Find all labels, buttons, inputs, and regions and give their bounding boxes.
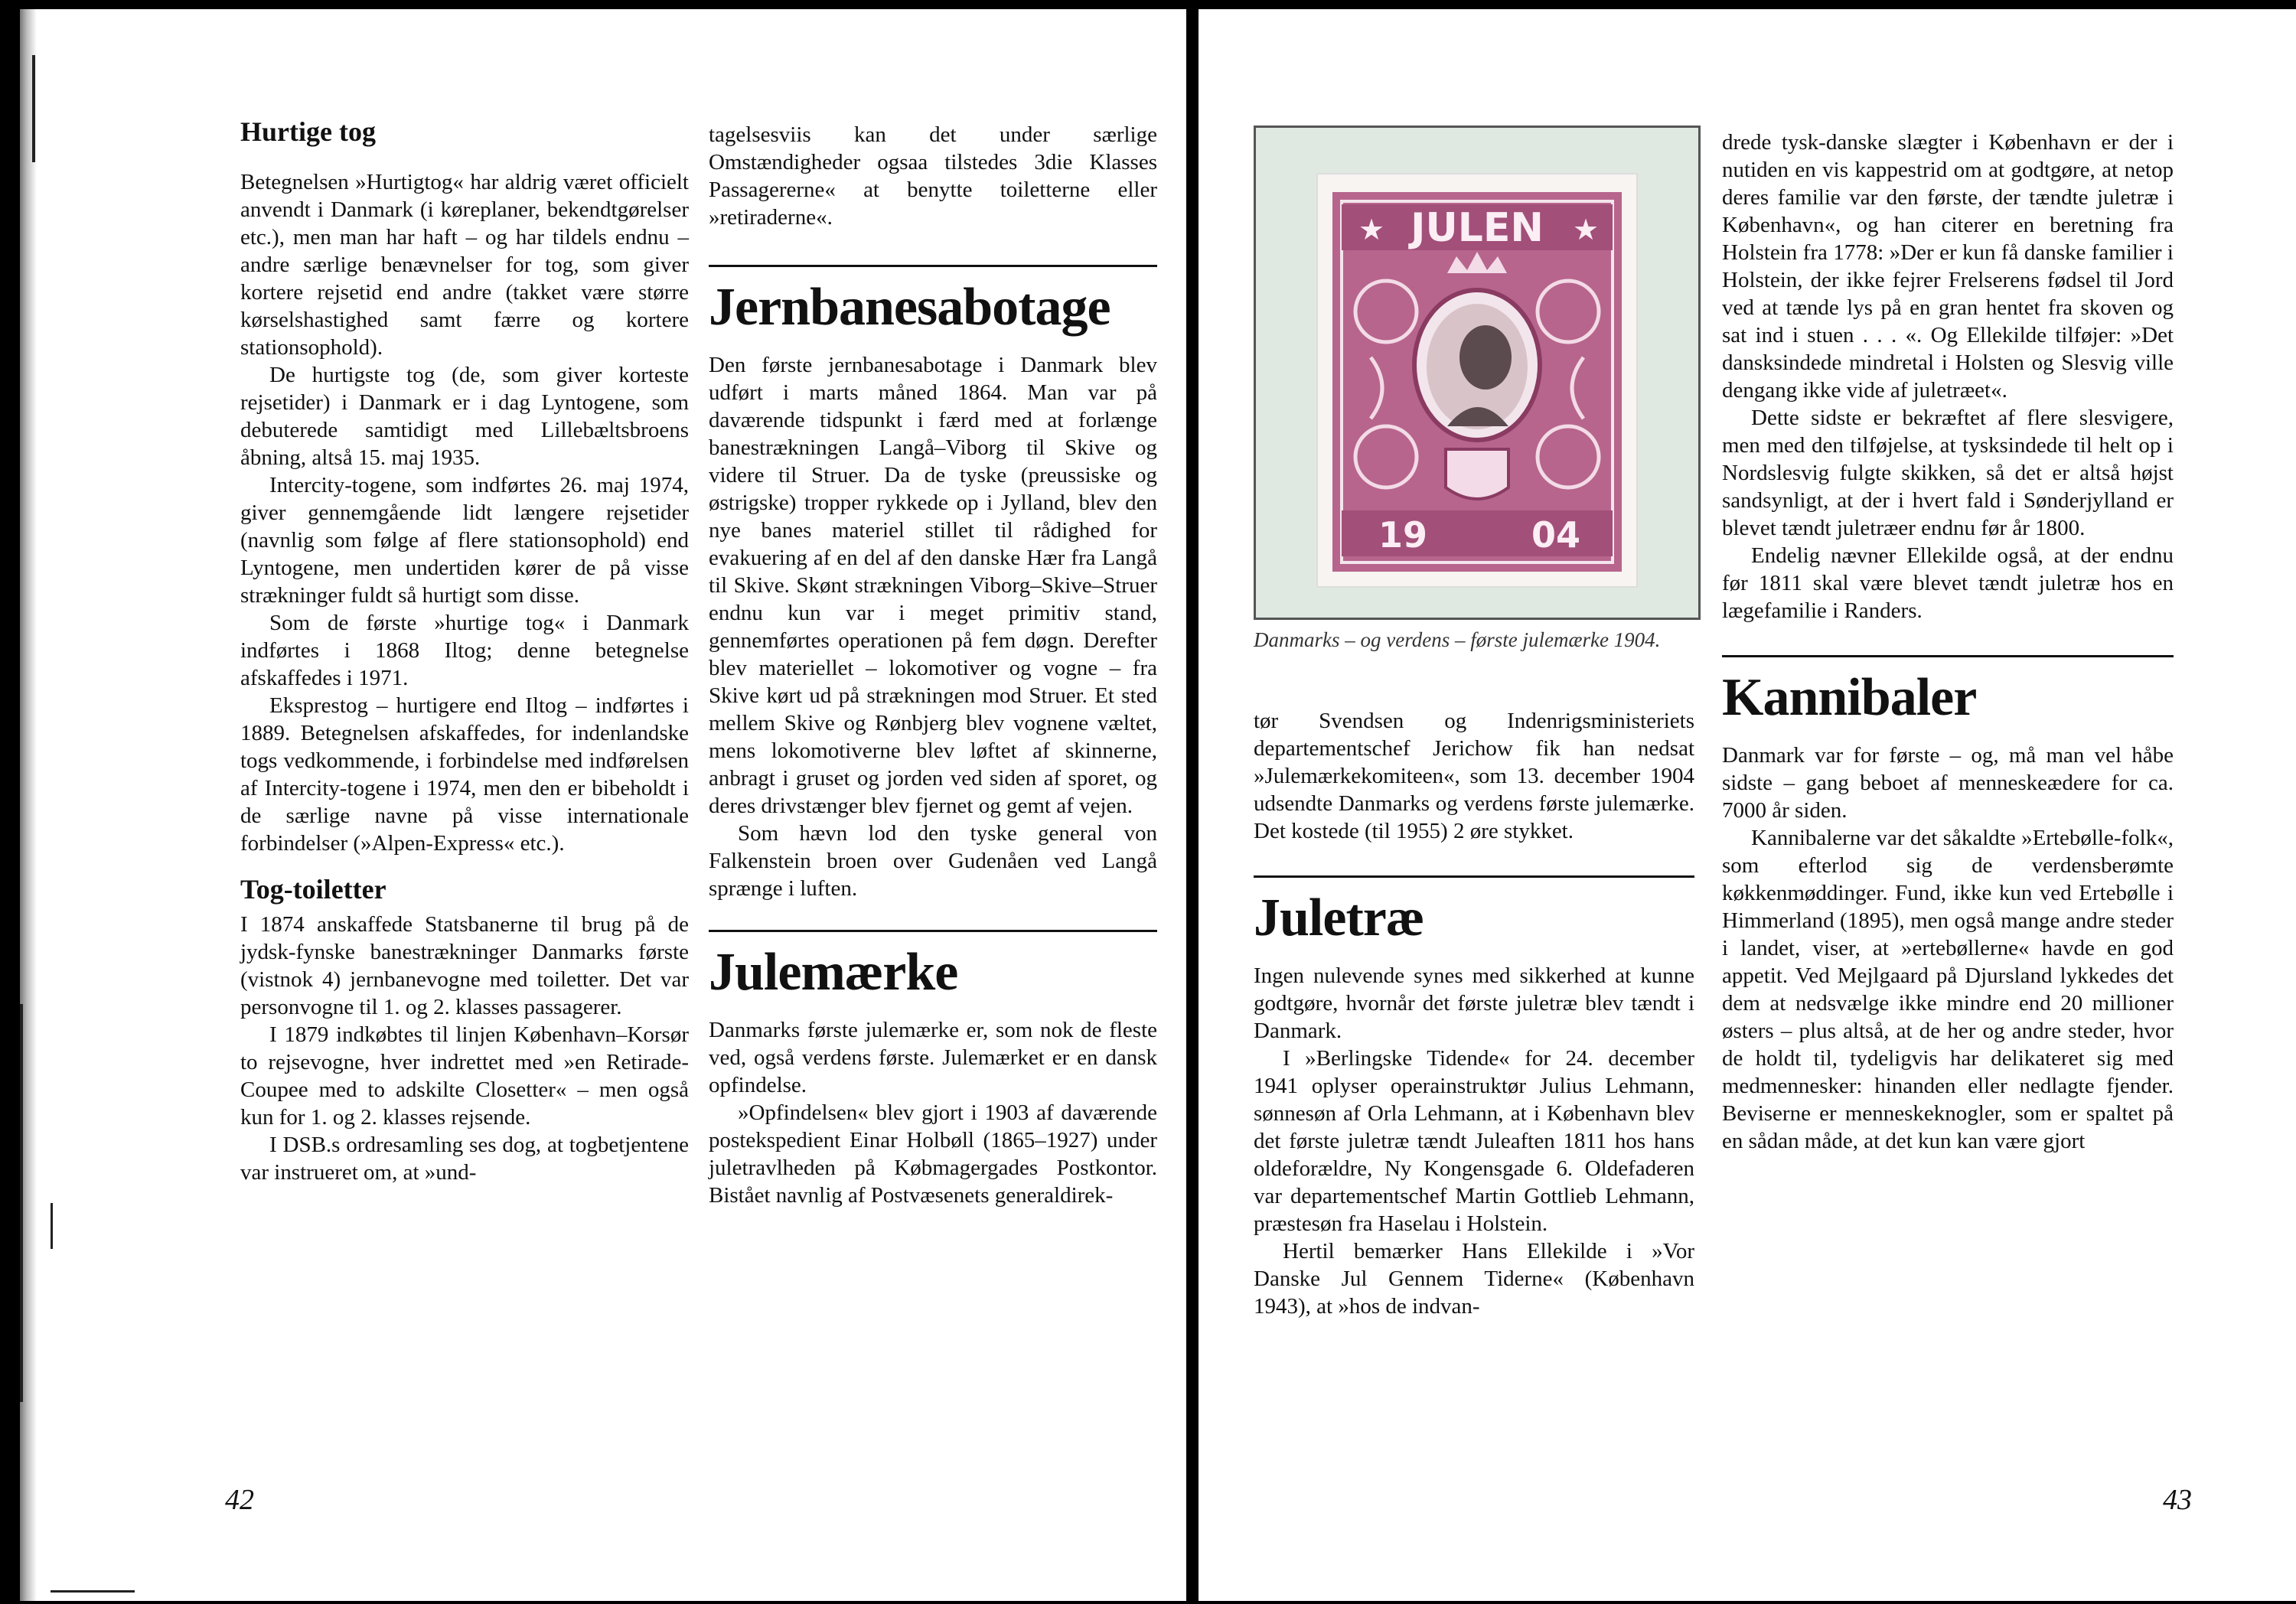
heading-kannibaler: Kannibaler bbox=[1722, 668, 1977, 727]
section-rule bbox=[1254, 875, 1694, 878]
paragraph: »Opfindelsen« blev gjort i 1903 af daværende postekspedient Einar Holbøll (1865–1927) under juletravlheden på Købmagergades Postkontor. Bistået navnlig af Postvæsenets generaldirek- bbox=[709, 1100, 1157, 1208]
paragraph: Danmark var for første – og, må man vel håbe sidste – gang beboet af menneskeædere for ca. 7000 år siden. bbox=[1722, 743, 2174, 823]
heading-jernbanesabotage: Jernbanesabotage bbox=[709, 278, 1110, 337]
paragraph: Som hævn lod den tyske general von Falkenstein broen over Gudenåen ved Langå sprænge i luften. bbox=[709, 821, 1157, 901]
page-number: 43 bbox=[2163, 1484, 2192, 1516]
right-column-2 bbox=[1722, 129, 2174, 1155]
paragraph: I 1874 anskaffede Statsbanerne til brug på de jydsk-fynske banestrækninger Danmarks første (vistnok 4) jernbanevogne med toiletter. Det var personvogne til 1. og 2. klasses passagerer. bbox=[240, 912, 689, 1019]
paragraph: Eksprestog – hurtigere end Iltog – indførtes i 1889. Betegnelsen afskaffedes, for indenlandske togs vedkommende, i forbindelse med indførelsen af Intercity-togene i 1974, men den er bibeholdt i de særlige navne på visse internationale forbindelser (»Alpen-Express« etc.). bbox=[240, 693, 689, 856]
left-column-1 bbox=[240, 115, 689, 1186]
paragraph: Som de første »hurtige tog« i Danmark indførtes i 1868 Iltog; denne betegnelse afskaffedes i 1971. bbox=[240, 611, 689, 690]
right-column-1 bbox=[1254, 707, 1694, 1320]
queen-portrait-icon bbox=[1459, 325, 1512, 390]
margin-mark bbox=[51, 1590, 135, 1593]
margin-mark bbox=[20, 1004, 23, 1402]
stamp-photo bbox=[1254, 126, 1701, 620]
heading-julemaerke: Julemærke bbox=[709, 943, 958, 1002]
paragraph: De hurtigste tog (de, som giver korteste rejsetider) i Danmark er i dag Lyntogene, som debuterede samtidigt med Lillebæltsbroens åbning, altså 15. maj 1935. bbox=[240, 363, 689, 470]
coat-of-arms-icon bbox=[1446, 449, 1508, 499]
left-column-2 bbox=[709, 121, 1157, 1209]
paragraph: I 1879 indkøbtes til linjen København–Korsør to rejsevogne, hver indrettet med »en Retirade-Coupee med to adskilte Closetter« – men også kun for 1. og 2. klasses rejsende. bbox=[240, 1022, 689, 1130]
year-right: 04 bbox=[1531, 514, 1581, 556]
heading-tog-toiletter: Tog-toiletter bbox=[240, 874, 386, 905]
section-rule bbox=[709, 265, 1157, 267]
year-left: 19 bbox=[1378, 514, 1428, 556]
star-icon: ★ bbox=[1573, 213, 1600, 246]
heading-juletrae: Juletræ bbox=[1254, 888, 1424, 947]
paragraph: Danmarks første julemærke er, som nok de fleste ved, også verdens første. Julemærket er en dansk opfindelse. bbox=[709, 1018, 1157, 1097]
star-icon: ★ bbox=[1358, 213, 1385, 246]
paragraph: Betegnelsen »Hurtigtog« har aldrig været officielt anvendt i Danmark (i køreplaner, bekendtgørelser etc.), men man har haft – og har tildels endnu – andre særlige benævnelser for tog, som giver kortere rejsetid end andre (takket være større kørselshastighed samt færre og kortere stationsophold). bbox=[240, 170, 689, 360]
paragraph: tagelsesviis kan det under særlige Omstændigheder ogsaa tilstedes 3die Klasses Passagererne« at benytte toiletterne eller »retiraderne«. bbox=[709, 122, 1157, 230]
paragraph: drede tysk-danske slægter i København er der i nutiden en vis kappestrid om at godtgøre, at netop deres familie var den første, der tændte juletræ i København«, og han citerer en beretning fra Holstein fra 1778: »Der er kun få danske familier i Holstein, der ikke fejrer Frelserens fødsel til Jord ved at tænde lys på en gran hentet fra skoven og sat ind i stuen . . . «. Og Ellekilde tilføjer: »Det dansksindede mindretal i Holsten og Slesvig ville dengang ikke vide af juletræet«. bbox=[1722, 130, 2174, 403]
heading-hurtige-tog: Hurtige tog bbox=[240, 116, 376, 147]
margin-mark bbox=[51, 1203, 53, 1249]
stamp-caption: Danmarks – og verdens – første julemærke 1904. bbox=[1254, 628, 1661, 651]
paragraph: Endelig nævner Ellekilde også, at der endnu før 1811 skal være blevet tændt juletræ hos en lægefamilie i Randers. bbox=[1722, 543, 2174, 623]
paragraph: tør Svendsen og Indenrigsministeriets departementschef Jerichow fik han nedsat »Julemærkekomiteen«, som 13. december 1904 udsendte Danmarks og verdens første julemærke. Det kostede (til 1955) 2 øre stykket. bbox=[1254, 709, 1694, 843]
left-page bbox=[20, 9, 1186, 1601]
paragraph: I »Berlingske Tidende« for 24. december 1941 oplyser operainstruktør Julius Lehmann, sønnesøn af Orla Lehmann, at i København blev det første juletræ tændt Juleaften 1811 hos hans oldeforældre, Ny Kongensgade 6. Oldefaderen var departementschef Martin Gottlieb Lehmann, præstesøn fra Haselau i Holstein. bbox=[1254, 1046, 1694, 1236]
paragraph: I DSB.s ordresamling ses dog, at togbetjentene var instrueret om, at »und- bbox=[240, 1133, 689, 1185]
section-rule bbox=[1722, 655, 2174, 657]
paragraph: Den første jernbanesabotage i Danmark blev udført i marts måned 1864. Man var på daværende tidspunkt i færd med at forlænge banestrækningen Langå–Viborg til Skive og videre til Struer. Da de tyske (preussiske og østrigske) tropper rykkede op i Jylland, blev den nye banes materiel stillet til rådighed for evakuering af en del af den danske Hær fra Langå til Skive. Skønt strækningen Viborg–Skive–Struer endnu kun var i meget primitiv stand, gennemførtes operationen på fem døgn. Derefter blev materiellet – lokomotiver og vogne – fra Skive kørt ud på strækningen mod Struer. Et sted mellem Skive og Rønbjerg blev vognene væltet, mens lokomotiverne blev løftet af skinnerne, anbragt i gruset og jorden ved siden af sporet, og deres drivstænger blev fjernet og gemt af vejen. bbox=[709, 353, 1157, 818]
margin-mark bbox=[32, 55, 35, 162]
paragraph: Intercity-togene, som indførtes 26. maj 1974, giver gennemgående lidt længere rejsetider (navnlig som følge af flere stationsophold) end Lyntogene, men undertiden kører de på visse strækninger fuldt så hurtigt som disse. bbox=[240, 473, 689, 608]
julemaerke-stamp-image bbox=[1256, 128, 1698, 618]
section-rule bbox=[709, 930, 1157, 932]
right-page bbox=[1199, 9, 2296, 1601]
paragraph: Kannibalerne var det såkaldte »Ertebølle-folk«, som efterlod sig de verdensberømte køkkenmøddinger. Fund, ikke kun ved Ertebølle i Himmerland (1895), men også mange andre steder i landet, viser, at »ertebøllerne« havde en god appetit. Ved Mejlgaard på Djursland lykkedes det dem at nedsvælge ikke mindre end 20 millioner østers – plus altså, at de her og andre steder, hvor de holdt til, tydeligvis har delikateret sig med medmennesker: hinanden eller nedlagte fjender. Beviserne er menneskeknogler, som er spaltet på en sådan måde, at det kun kan være gjort bbox=[1722, 826, 2174, 1153]
paragraph: Dette sidste er bekræftet af flere slesvigere, men med den tilføjelse, at tysksindede til helt op i Nordslesvig fulgte skikken, så det er altså højst sandsynligt, at der i hvert fald i Sønderjylland er blevet tændt juletræer endnu før år 1800. bbox=[1722, 406, 2174, 540]
stamp-title: JULEN bbox=[1411, 205, 1544, 251]
page-number: 42 bbox=[225, 1484, 254, 1516]
paragraph: Ingen nulevende synes med sikkerhed at kunne godtgøre, hvornår det første juletræ blev tændt i Danmark. bbox=[1254, 963, 1694, 1043]
paragraph: Hertil bemærker Hans Ellekilde i »Vor Danske Jul Gennem Tiderne« (København 1943), at »hos de indvan- bbox=[1254, 1239, 1694, 1319]
